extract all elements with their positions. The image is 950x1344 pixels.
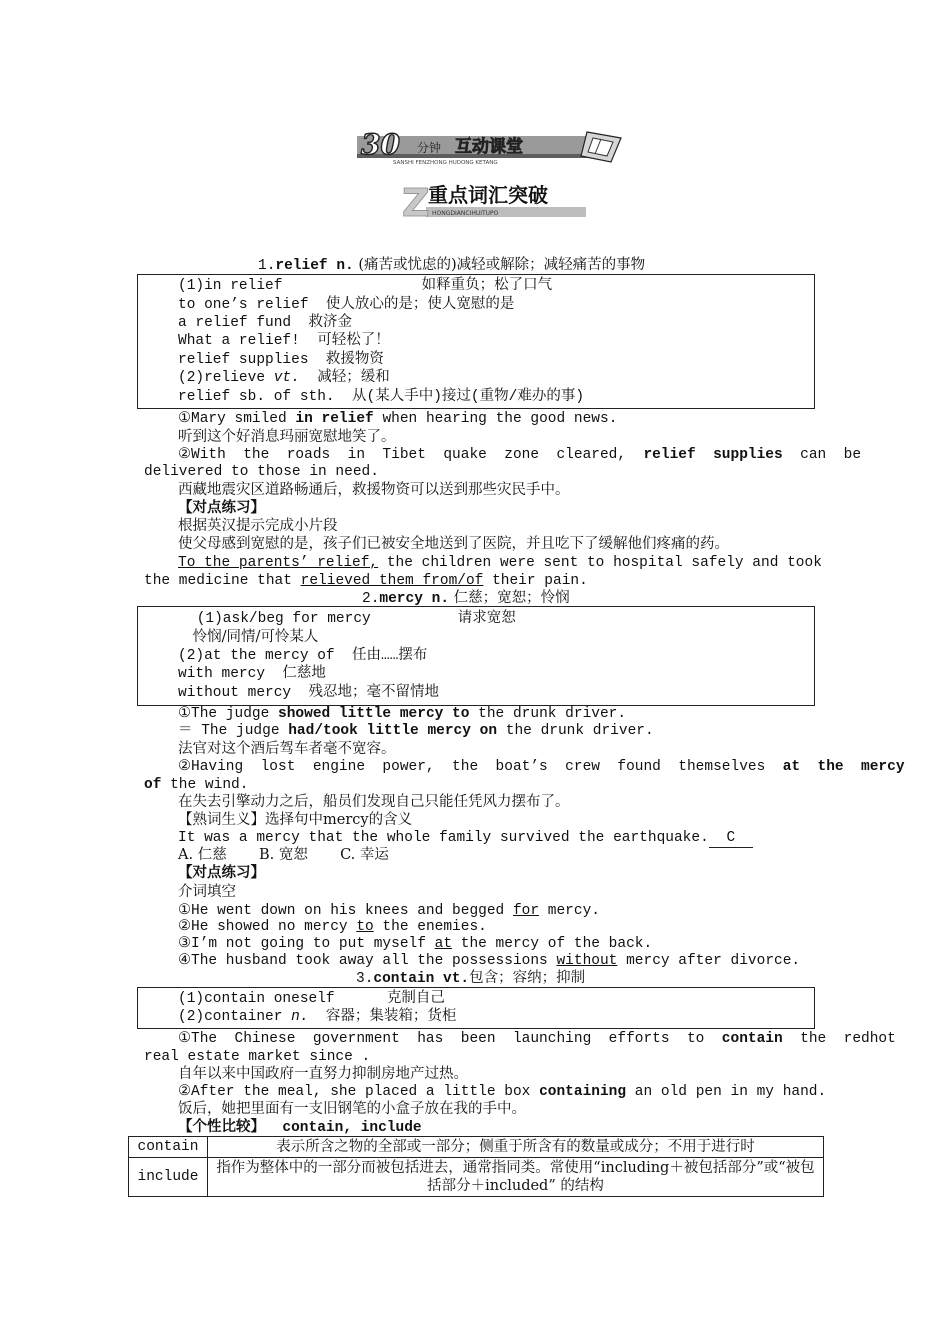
- banner-pinyin: SANSHI FENZHONG HUDONG KETANG: [393, 160, 498, 166]
- question-text: ③I’m not going to put myself: [178, 936, 435, 952]
- phrase-line: without mercy 残忍地；毫不留情地: [178, 685, 440, 701]
- lesson-banner: [355, 126, 625, 166]
- example-highlight: contain: [721, 1031, 783, 1047]
- word-number: 2.: [362, 591, 380, 607]
- example-sentence: [178, 1030, 896, 1048]
- word-heading-contain: [356, 969, 585, 988]
- example-text: ＝ The judge: [178, 723, 289, 739]
- phrase-text: (2)container: [178, 1009, 292, 1025]
- section-banner: [400, 178, 590, 220]
- word-meaning: 包含；容纳；抑制: [469, 970, 586, 986]
- question-text: the mercy of the back.: [452, 936, 653, 952]
- answer-text: the children were sent to hospital safely and took: [378, 555, 822, 571]
- phrase-line: (1)ask/beg for mercy 请求宽恕: [188, 611, 516, 627]
- example-translation: 饭后，她把里面有一支旧钢笔的小盒子放在我的手中。: [178, 1101, 526, 1117]
- compare-words: contain, include: [265, 1120, 422, 1136]
- answer-text: the medicine that: [144, 573, 301, 589]
- example-highlight: had/took little mercy on: [288, 723, 498, 739]
- example-highlight: relief supplies: [643, 447, 783, 463]
- practice-item: [178, 918, 487, 936]
- part-of-speech: vt.: [273, 370, 300, 386]
- practice-item: [178, 935, 652, 953]
- question-text: ②He showed no mercy: [178, 919, 357, 935]
- practice-instruction: 根据英汉提示完成小片段: [178, 518, 338, 534]
- phrase-line: to one’s relief 使人放心的是；使人宽慰的是: [178, 297, 515, 313]
- example-sentence: [178, 722, 654, 740]
- example-translation: 西藏地震灾区道路畅通后，救援物资可以送到那些灾民手中。: [178, 482, 570, 498]
- word-number: 3.: [356, 971, 374, 987]
- word-term: relief n.: [275, 258, 354, 274]
- example-text: ②Having lost engine power, the boat’s crew found themselves: [178, 759, 783, 775]
- table-cell-desc: 指作为整体中的一部分而被包括进去，通常指同类。常使用“including＋被包括部分”或“被包括部分＋included” 的结构: [208, 1158, 824, 1197]
- table-cell-word: include: [129, 1158, 208, 1197]
- phrase-line: (1)in relief 如释重负；松了口气: [178, 278, 553, 294]
- example-highlight: at the mercy: [782, 759, 905, 775]
- example-sentence: [178, 1083, 826, 1101]
- part-of-speech: n.: [291, 1009, 309, 1025]
- phrase-line: a relief fund 救济金: [178, 315, 353, 331]
- question-text: mercy after divorce.: [617, 953, 801, 969]
- table-row: [129, 1158, 824, 1197]
- example-text: the drunk driver.: [497, 723, 654, 739]
- practice-label: 【对点练习】: [178, 864, 265, 881]
- example-text: when hearing the good news.: [373, 411, 618, 427]
- phrase-meaning: 减轻；缓和: [299, 370, 390, 386]
- example-highlight: showed little mercy to: [278, 706, 470, 722]
- phrase-line: relief supplies 救援物资: [178, 352, 384, 368]
- section-letter: Z: [402, 181, 430, 220]
- phrase-line: 怜悯/同情/可怜某人: [188, 629, 319, 645]
- practice-item: [178, 952, 800, 970]
- word-meaning: (痛苦或忧虑的)减轻或解除；减轻痛苦的事物: [353, 257, 646, 273]
- example-sentence: [178, 446, 861, 464]
- answer-blank: relieved them from/of: [300, 573, 484, 589]
- compare-heading: [178, 1118, 422, 1137]
- word-number: 1.: [258, 258, 276, 274]
- table-cell-desc: 表示所含之物的全部或一部分；侧重于所含有的数量或成分；不用于进行时: [208, 1137, 824, 1158]
- example-text: ①The Chinese government has been launching efforts to: [178, 1031, 722, 1047]
- example-highlight: in relief: [295, 411, 374, 427]
- phrase-line: What a relief! 可轻松了！: [178, 333, 390, 349]
- practice-prompt: 使父母感到宽慰的是，孩子们已被安全地送到了医院，并且吃下了缓解他们疼痛的药。: [178, 536, 729, 552]
- phrase-line: (1)contain oneself 克制自己: [178, 991, 445, 1007]
- meaning-label: 【熟词生义】选择句中mercy的含义: [178, 812, 413, 828]
- example-text: ①The judge: [178, 706, 279, 722]
- phrase-line: [178, 369, 390, 387]
- example-sentence-cont: real estate market since .: [144, 1049, 371, 1065]
- word-meaning: 仁慈；宽恕；怜悯: [449, 590, 570, 606]
- answer-blank: for: [512, 903, 540, 919]
- example-text: can be: [782, 447, 862, 463]
- example-sentence: [178, 705, 626, 723]
- answer-blank: to: [356, 919, 374, 935]
- example-translation: 听到这个好消息玛丽宽慰地笑了。: [178, 429, 396, 445]
- book-icon: [581, 132, 621, 162]
- practice-instruction: 介词填空: [178, 884, 236, 900]
- example-text: ①Mary smiled: [178, 411, 296, 427]
- answer-blank: without: [556, 953, 618, 969]
- practice-answer: [178, 554, 822, 572]
- example-sentence: [178, 410, 617, 428]
- answer-blank: at: [434, 936, 453, 952]
- question-text: mercy.: [539, 903, 600, 919]
- phrase-line: relief sb. of sth. 从(某人手中)接过(重物/难办的事): [178, 389, 585, 405]
- section-pinyin: HONGDIANCIHUITUPO: [432, 210, 499, 217]
- example-translation: 在失去引擎动力之后，船员们发现自己只能任凭风力摆布了。: [178, 794, 570, 810]
- example-text: the drunk driver.: [469, 706, 627, 722]
- example-text: the redhot: [782, 1031, 896, 1047]
- question-text: the enemies.: [373, 919, 487, 935]
- example-highlight: containing: [539, 1084, 627, 1100]
- answer-blank: C: [709, 829, 753, 848]
- answer-text: their pain.: [483, 573, 588, 589]
- phrase-text: (2)relieve: [178, 370, 274, 386]
- word-heading-relief: [258, 256, 645, 275]
- banner-number: 30: [361, 128, 400, 161]
- phrase-line: with mercy 仁慈地: [178, 666, 326, 682]
- banner-small: 分钟: [417, 141, 442, 155]
- example-translation: 法官对这个酒后驾车者毫不宽容。: [178, 741, 396, 757]
- example-text: ②With the roads in Tibet quake zone cleared,: [178, 447, 644, 463]
- practice-label: 【对点练习】: [178, 499, 265, 516]
- comparison-table: [128, 1136, 824, 1197]
- example-sentence-cont: delivered to those in need.: [144, 464, 379, 480]
- example-text: ②After the meal, she placed a little box: [178, 1084, 540, 1100]
- example-sentence-cont: [144, 776, 248, 794]
- answer-blank: To the parents’ relief,: [178, 555, 379, 571]
- banner-title: 互动课堂: [455, 137, 523, 157]
- example-text: an old pen in my hand.: [626, 1084, 827, 1100]
- example-highlight: of: [144, 777, 162, 793]
- example-text: the wind.: [161, 777, 249, 793]
- example-translation: 自年以来中国政府一直努力抑制房地产过热。: [178, 1066, 468, 1082]
- word-term: contain vt.: [373, 971, 470, 987]
- example-sentence: [178, 758, 905, 776]
- practice-answer: [144, 572, 588, 590]
- phrase-meaning: 容器；集装箱；货柜: [308, 1009, 457, 1025]
- question-text: It was a mercy that the whole family survived the earthquake.: [178, 830, 709, 846]
- table-row: [129, 1137, 824, 1158]
- phrase-line: (2)at the mercy of 任由……摆布: [178, 648, 428, 664]
- section-title: 重点词汇突破: [428, 183, 548, 207]
- question-text: ①He went down on his knees and begged: [178, 903, 513, 919]
- question-text: ④The husband took away all the possessions: [178, 953, 557, 969]
- answer-options: A. 仁慈 B. 宽恕 C. 幸运: [178, 847, 389, 863]
- word-term: mercy n.: [379, 591, 450, 607]
- compare-label: 【个性比较】: [178, 1118, 265, 1135]
- phrase-line: [178, 1008, 456, 1026]
- table-cell-word: contain: [129, 1137, 208, 1158]
